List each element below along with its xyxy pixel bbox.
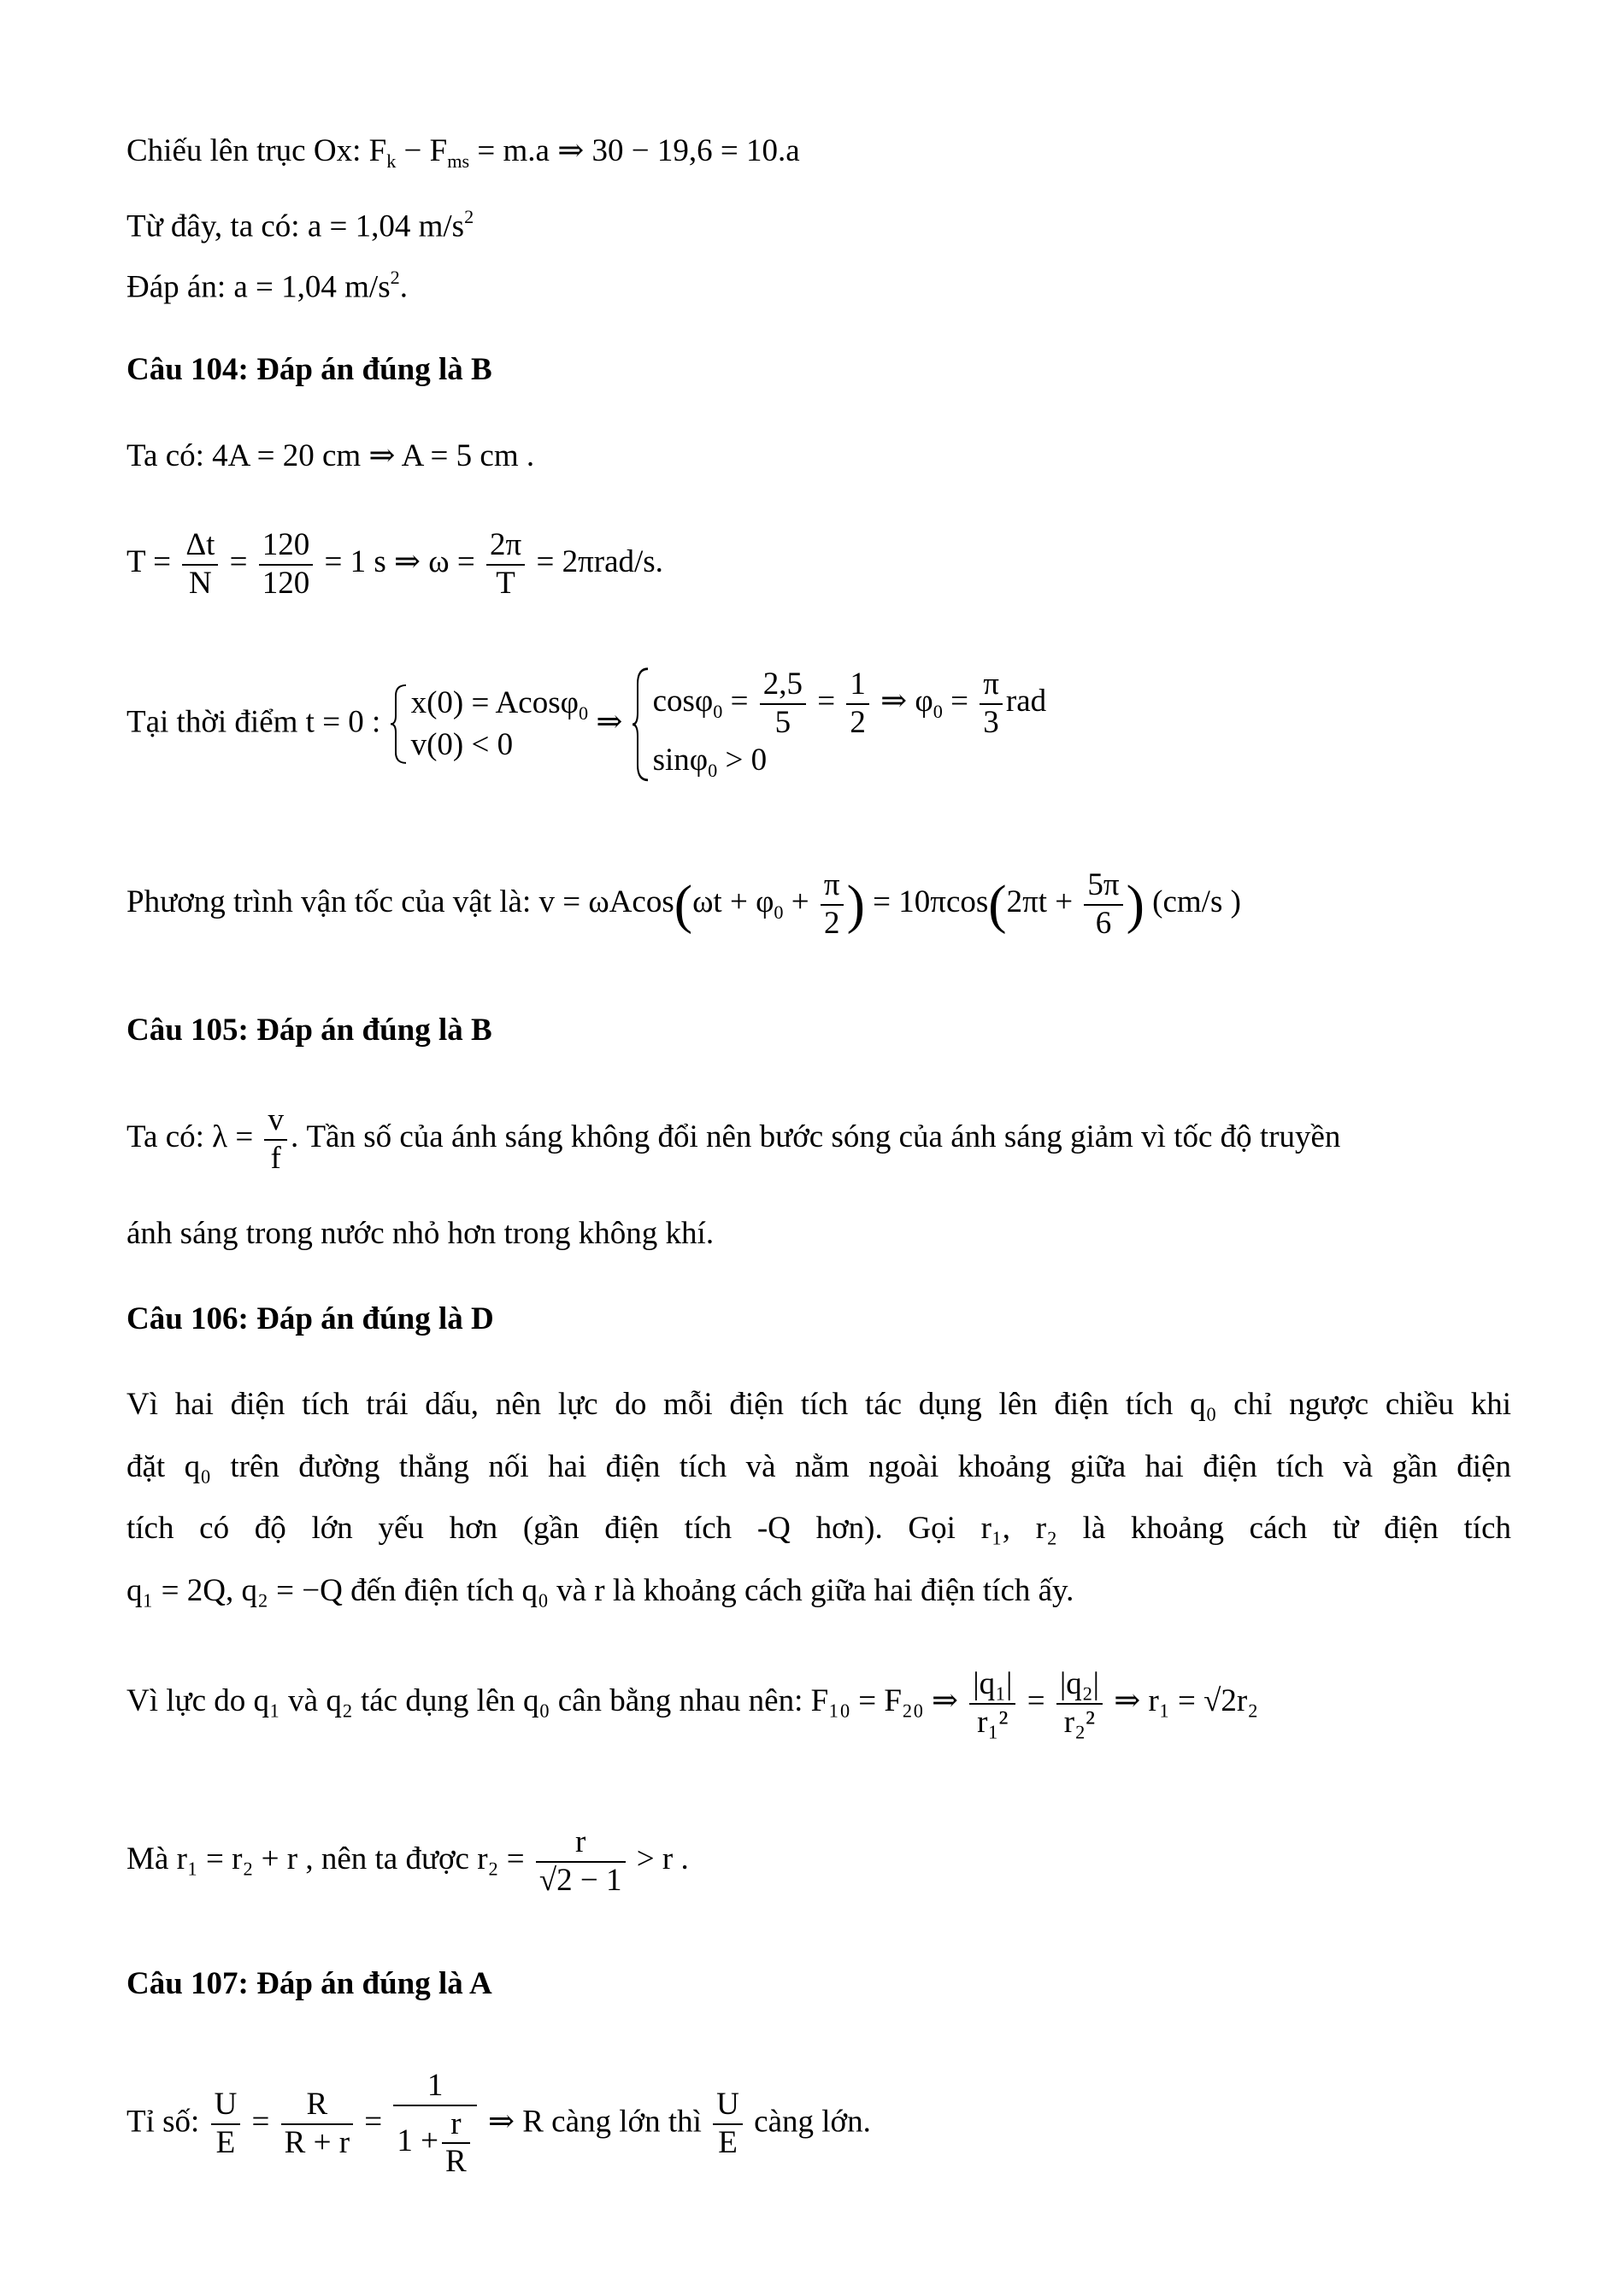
text: Chiếu lên trục Ox: F xyxy=(127,133,387,168)
equation-projection xyxy=(127,135,800,171)
question-heading-105: Câu 105: Đáp án đúng là B xyxy=(127,1013,492,1048)
text: T = xyxy=(127,544,172,580)
subscript: ms xyxy=(447,150,470,172)
distance-result-line: Mà r₁ = r₂ + r , nên ta được r₂ = $\frac{r}{√2 - 1}$ > r . xyxy=(127,1824,689,1898)
amplitude-line: Ta có: 4A = 20 cm ⇒ A = 5 cm . xyxy=(127,438,535,473)
fraction: $\frac{2\pi}{T}$ xyxy=(486,527,525,602)
text: ⇒ xyxy=(596,704,623,740)
text: = xyxy=(229,544,248,580)
equation-system-1: x(0) = Acosφ$_0$ v(0) < 0 xyxy=(389,684,588,765)
text: Đáp án: a = 1,04 m/s xyxy=(127,269,391,305)
velocity-equation-line: Phương trình vận tốc của vật là: $v = \omega Acos(\omega t + \varphi_0$ + $\frac{\pi}{2}$ ) = 10πcos(2πt + $\frac{5\pi}{6}$ ) (cm/s ) xyxy=(127,867,1241,941)
question-heading-107: Câu 107: Đáp án đúng là A xyxy=(127,1966,492,2001)
force-balance-line: Vì lực do q₁ và q₂ tác dụng lên q₀ cân bằng nhau nên: F₁₀ = F₂₀ ⇒ $\frac{\text{|q₁|}}{\text{r₁²}}$ = $\frac{\text{|q₂|}}{\text{r₂²}}$ ⇒ r₁ = √2r₂ xyxy=(127,1666,1259,1740)
equation-system-2: cosφ$_0$ = $\frac{2,5}{5}$ = $\frac{1}{2}$ ⇒ $\varphi_0$ = $\frac{\pi}{3}$ rad sinφ$_0$ > 0 xyxy=(631,666,1047,783)
text: = 1 s ⇒ ω = xyxy=(324,544,475,580)
paragraph-line: q₁ = 2Q, q₂ = −Q đến điện tích q₀ và r là khoảng cách giữa hai điện tích ấy. xyxy=(127,1573,1074,1608)
subscript: k xyxy=(386,150,397,172)
brace-icon xyxy=(389,684,408,765)
superscript: 2 xyxy=(390,267,400,288)
paragraph-line: đặt q₀ trên đường thẳng nối hai điện tích và nằm ngoài khoảng giữa hai điện tích và gần điện xyxy=(127,1449,1511,1484)
fraction: $\frac{\Delta t}{N}$ xyxy=(182,527,218,602)
superscript: 2 xyxy=(464,206,474,227)
text: = m.a ⇒ 30 − 19,6 = 10.a xyxy=(469,133,800,168)
text: = 2πrad/s. xyxy=(536,544,663,580)
fraction: $\frac{120}{120}$ xyxy=(259,527,314,602)
ratio-line: Tỉ số: $\frac{U}{E}$ = $\frac{R}{R + r}$ = 1 1 + $\frac{r}{R}$ ⇒ R càng lớn thì $\frac{U}{E}$ càng lớn. xyxy=(127,2068,871,2180)
text: − F xyxy=(396,133,448,168)
paragraph-line: Vì hai điện tích trái dấu, nên lực do mỗi điện tích tác dụng lên điện tích q₀ chỉ ngược chiều khi xyxy=(127,1387,1511,1422)
text: . xyxy=(399,269,408,305)
question-heading-104: Câu 104: Đáp án đúng là B xyxy=(127,352,492,387)
text: Tại thời điểm t = 0 : xyxy=(127,704,381,740)
text: Phương trình vận tốc của vật là: v = ωAcos xyxy=(127,884,674,920)
initial-condition-line xyxy=(127,666,1046,783)
paragraph-line: ánh sáng trong nước nhỏ hơn trong không khí. xyxy=(127,1216,715,1251)
wavelength-line: Ta có: λ = $\frac{v}{f}$ . Tần số của ánh sáng không đổi nên bước sóng của ánh sáng giảm vì tốc độ truyền xyxy=(127,1102,1341,1176)
brace-icon xyxy=(631,666,650,783)
answer-line xyxy=(127,268,408,303)
period-line xyxy=(127,527,663,602)
question-heading-106: Câu 106: Đáp án đúng là D xyxy=(127,1301,494,1336)
text: Từ đây, ta có: a = 1,04 m/s xyxy=(127,208,465,244)
acceleration-result xyxy=(127,208,474,243)
paragraph-line: tích có độ lớn yếu hơn (gần điện tích -Q hơn). Gọi r₁, r₂ là khoảng cách từ điện tích xyxy=(127,1511,1511,1546)
